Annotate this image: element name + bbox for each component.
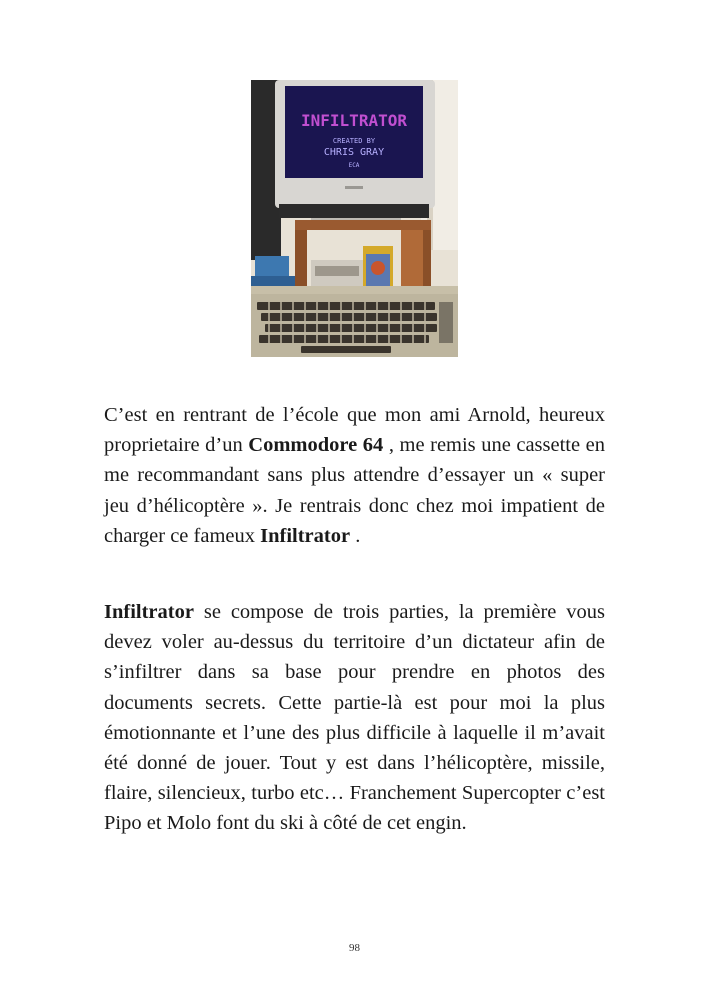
photo-illustration (251, 80, 458, 357)
p2-text-1: se compose de trois parties, la première vous devez voler au-dessus du territoire d’un dictateur afin de s’infiltrer dans sa base pour prendre en photos des documents secrets. Cette partie-là est pour moi la plus émotionnante et l’une des plus difficile à laquelle il m’avait été donné de jouer. Tout y est dans l’hélicoptère, missile, flaire, silencieux, turbo etc… Franchement Supercopter c’est Pipo et Molo font du ski à côté de cet engin. (104, 601, 605, 835)
screen-credit-2: CHRIS GRAY (323, 147, 385, 158)
p1-text-1: C’est en rentrant de l’école que mon ami Arnold, heureux proprietaire d’un (104, 404, 605, 457)
p2-bold-infiltrator: Infiltrator (104, 601, 194, 623)
p1-text-3: . (350, 524, 361, 547)
screen-credit-1: CREATED BY (332, 137, 376, 145)
p1-bold-infiltrator: Infiltrator (260, 524, 351, 547)
wooden-stand (295, 220, 431, 230)
paragraph-2 (104, 597, 605, 839)
p1-bold-commodore: Commodore 64 (248, 434, 384, 457)
commodore-64-photo (251, 80, 458, 357)
screen-title: INFILTRATOR (301, 111, 407, 130)
paragraph-1 (104, 400, 605, 551)
screen-credit-3: ECA (348, 162, 360, 169)
page-number: 98 (349, 942, 360, 954)
p1-text-2: , me remis une cassette en me recommandant sans plus attendre d’essayer un « super jeu d’hélicoptère ». Je rentrais donc chez moi impatient de charger ce fameux (104, 434, 606, 547)
